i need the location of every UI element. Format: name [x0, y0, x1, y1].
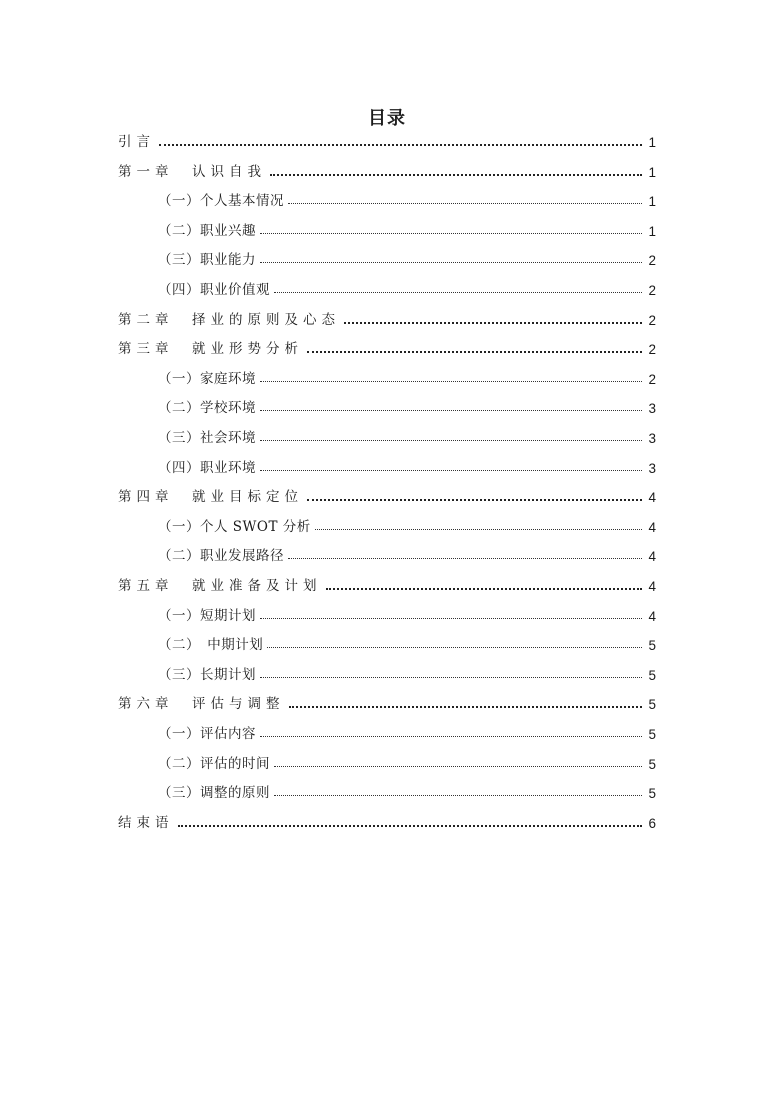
toc-entry-label: （一）家庭环境	[158, 370, 256, 387]
toc-entry[interactable]	[158, 542, 656, 564]
toc-entry-label: （一）评估内容	[158, 726, 256, 742]
toc-entry-page: 2	[648, 253, 656, 269]
toc-leader-dots	[289, 706, 643, 708]
toc-entry-label: （一）个人基本情况	[158, 193, 284, 210]
toc-entry-page: 4	[648, 608, 656, 624]
toc-entry[interactable]	[158, 394, 656, 416]
toc-leader-dots	[260, 470, 642, 471]
toc-entry-page: 5	[648, 638, 656, 654]
toc-leader-dots	[178, 825, 643, 827]
toc-entry-label: 结束语	[118, 814, 174, 831]
toc-leader-dots	[274, 766, 642, 767]
toc-entry-page: 3	[648, 401, 656, 417]
toc-entry-label: 第六章 评估与调整	[118, 696, 285, 713]
toc-entry-label: （四）职业价值观	[158, 282, 270, 298]
toc-leader-dots	[260, 381, 642, 382]
toc-entry-page: 5	[648, 756, 656, 772]
toc-entry-page: 2	[648, 283, 656, 298]
toc-leader-dots	[260, 233, 642, 234]
toc-entry-page: 1	[648, 194, 656, 210]
toc-leader-dots	[270, 174, 642, 176]
toc-entry[interactable]	[158, 276, 656, 298]
toc-leader-dots	[260, 440, 642, 441]
toc-entry-page: 5	[648, 667, 656, 683]
toc-entry-label: （二）职业发展路径	[158, 548, 284, 565]
toc-entry-label: （三）社会环境	[158, 430, 256, 446]
toc-leader-dots	[159, 144, 642, 146]
toc-leader-dots	[260, 618, 642, 619]
toc-entry[interactable]	[158, 661, 656, 683]
toc-entry-page: 4	[648, 549, 656, 565]
toc-entry[interactable]	[118, 128, 656, 150]
toc-entry-label: 第三章 就业形势分析	[118, 341, 303, 358]
toc-entry[interactable]	[158, 217, 656, 239]
toc-leader-dots	[315, 529, 642, 530]
toc-leader-dots	[260, 410, 642, 411]
toc-entry-page: 2	[648, 342, 656, 358]
toc-entry-page: 5	[648, 727, 656, 742]
toc-entry[interactable]	[158, 246, 656, 268]
toc-entry-label: 第四章 就业目标定位	[118, 489, 303, 506]
toc-entry-label: （三）长期计划	[158, 666, 256, 683]
toc-entry-label: （三）调整的原则	[158, 785, 270, 802]
toc-entry-label: （一）短期计划	[158, 607, 256, 624]
toc-entry-page: 1	[648, 135, 656, 150]
toc-entry-label: 引言	[118, 134, 155, 150]
toc-entry-label: （二）职业兴趣	[158, 222, 256, 239]
toc-entry[interactable]	[158, 513, 656, 535]
toc-leader-dots	[260, 736, 642, 737]
toc-leader-dots	[307, 499, 642, 501]
toc-entry-label: （四）职业环境	[158, 459, 256, 476]
toc-entry-label: 第五章 就业准备及计划	[118, 578, 322, 594]
toc-entry[interactable]	[118, 809, 656, 831]
toc-entry-label: （一）个人 SWOT 分析	[158, 518, 311, 535]
toc-entry[interactable]	[158, 365, 656, 387]
toc-entry[interactable]	[158, 720, 656, 742]
toc-entry[interactable]	[158, 424, 656, 446]
toc-leader-dots	[267, 647, 642, 648]
toc-entry-page: 3	[648, 460, 656, 476]
toc-entry-page: 6	[648, 815, 656, 831]
toc-entry-label: （二）学校环境	[158, 400, 256, 417]
toc-entry-page: 1	[648, 164, 656, 180]
toc-entry-label: （二）评估的时间	[158, 755, 270, 772]
toc-entry[interactable]	[158, 779, 656, 801]
toc-entry[interactable]	[158, 631, 656, 653]
toc-entry[interactable]	[118, 158, 656, 180]
toc-entry[interactable]	[158, 750, 656, 772]
toc-entry-page: 4	[648, 490, 656, 506]
toc-entry[interactable]	[118, 306, 656, 328]
toc-entry-page: 3	[648, 431, 656, 446]
toc-entry[interactable]	[118, 572, 656, 594]
toc-leader-dots	[307, 351, 642, 353]
toc-leader-dots	[274, 292, 642, 293]
toc-entry[interactable]	[158, 602, 656, 624]
toc-entry-label: 第二章 择业的原则及心态	[118, 311, 340, 328]
toc-entry-label: 第一章 认识自我	[118, 163, 266, 180]
toc-entry-page: 5	[648, 697, 656, 713]
toc-leader-dots	[288, 203, 642, 204]
toc-leader-dots	[260, 262, 642, 263]
toc-entry-page: 5	[648, 786, 656, 802]
toc-entry-page: 4	[648, 519, 656, 535]
toc-entry-page: 2	[648, 312, 656, 328]
toc-entry-label: （三）职业能力	[158, 252, 256, 269]
toc-leader-dots	[326, 588, 643, 590]
toc-entry-label: （二） 中期计划	[158, 637, 264, 654]
toc-entry[interactable]	[118, 690, 656, 712]
toc-leader-dots	[288, 558, 642, 559]
toc-leader-dots	[274, 795, 642, 796]
toc-entry[interactable]	[118, 483, 656, 505]
toc-entry[interactable]	[158, 187, 656, 209]
toc-entry[interactable]	[118, 335, 656, 357]
toc-entry-page: 1	[648, 223, 656, 239]
toc-entry[interactable]	[158, 454, 656, 476]
toc-leader-dots	[344, 322, 642, 324]
toc-title: 目录	[368, 108, 406, 129]
toc-entry-page: 4	[648, 579, 656, 594]
toc-entry-page: 2	[648, 371, 656, 387]
toc-leader-dots	[260, 677, 642, 678]
